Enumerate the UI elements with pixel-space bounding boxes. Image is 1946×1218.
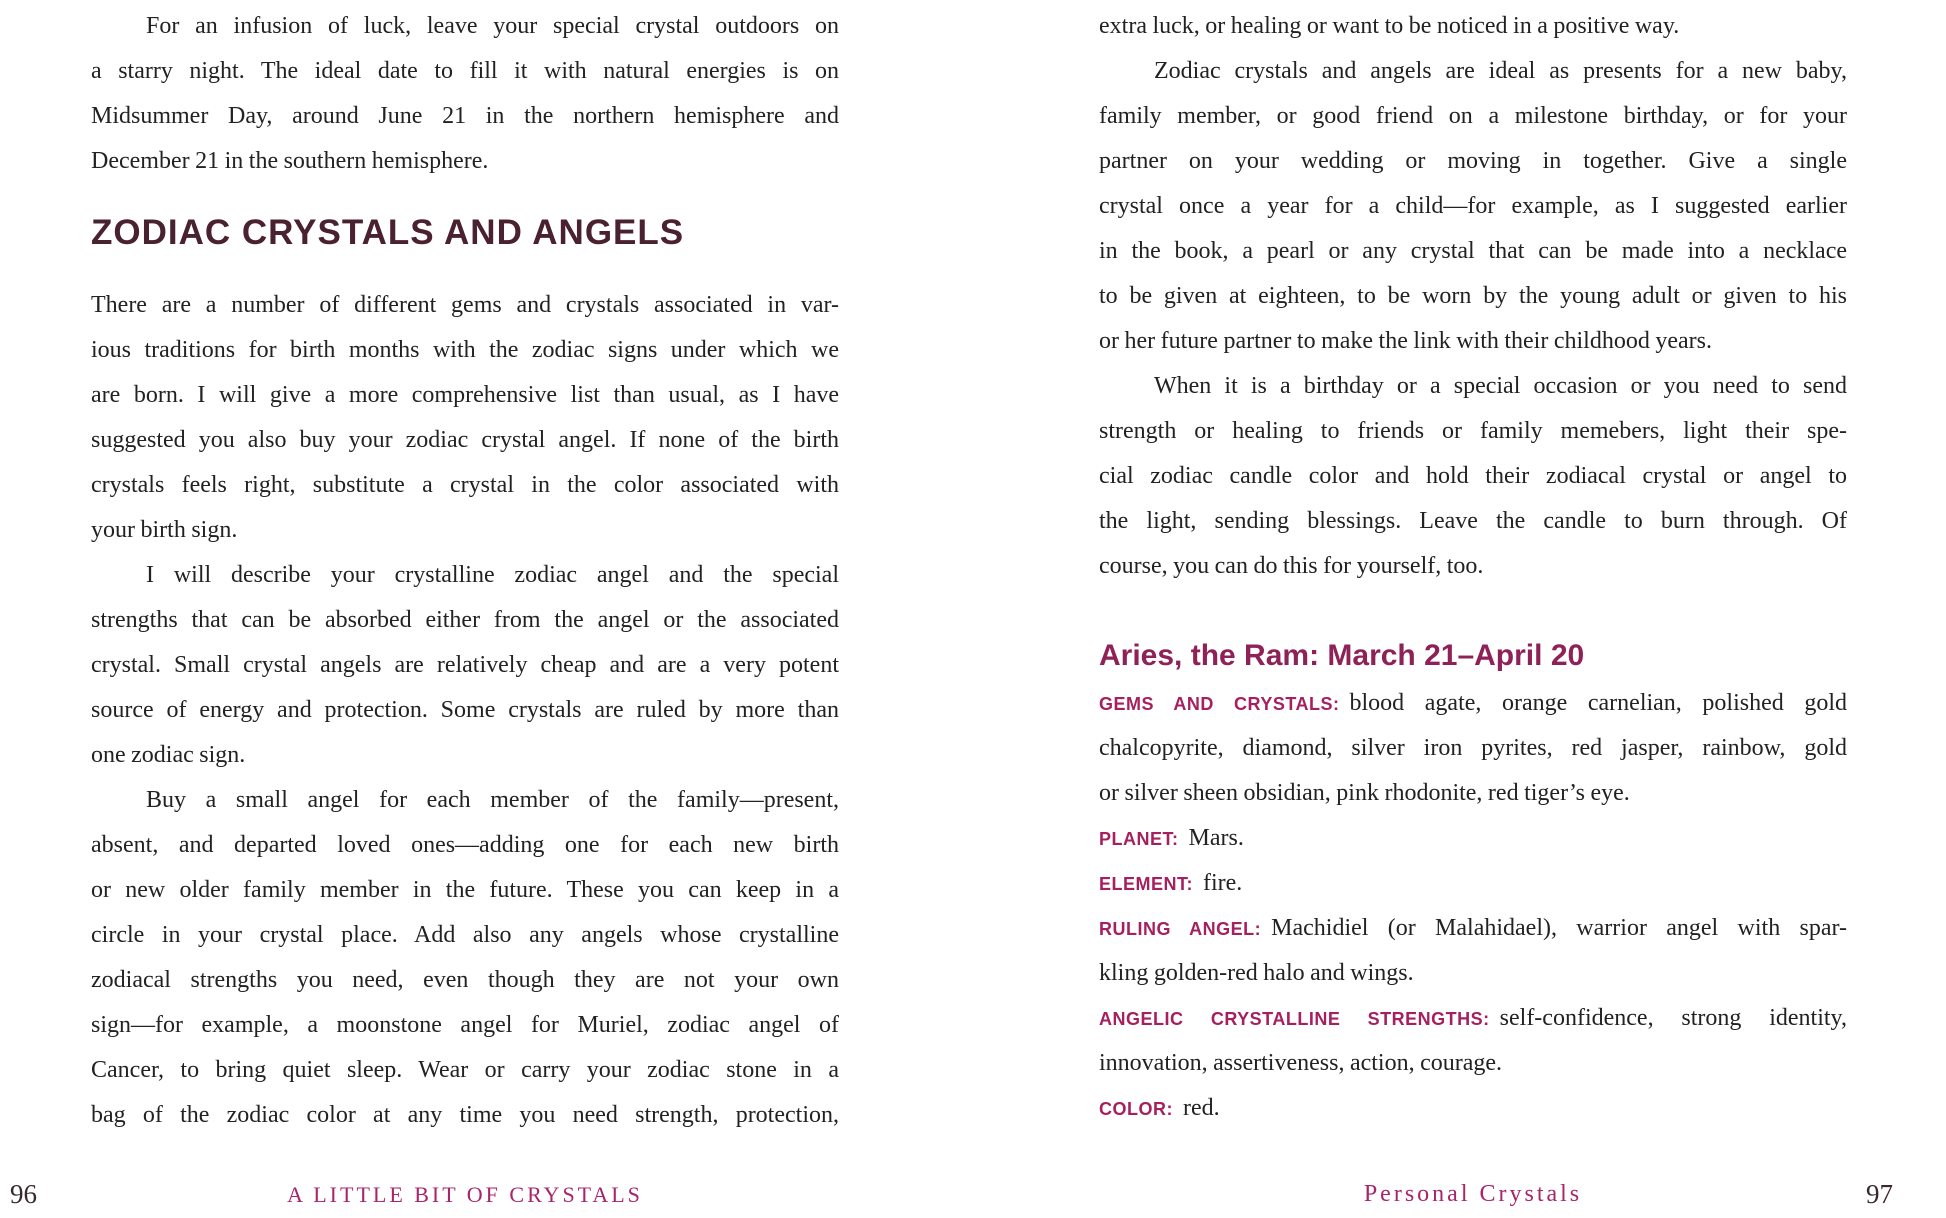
crystal-entry [1099, 906, 1847, 996]
entry-label: ANGELIC CRYSTALLINE STRENGTHS: [1099, 1009, 1490, 1029]
text-line: When it is a birthday or a special occasion or you need to send [1154, 373, 1847, 399]
entry-text: red. [1183, 1095, 1220, 1121]
crystal-entry [1099, 1086, 1847, 1131]
left-page-text-column [91, 4, 839, 1138]
entry-text: blood agate, orange carnelian, polished gold [1349, 690, 1847, 716]
entry-label: GEMS AND CRYSTALS: [1099, 694, 1340, 714]
crystal-entry-line [1099, 1086, 1847, 1131]
text-line: the light, sending blessings. Leave the candle to burn through. Of [1099, 508, 1847, 534]
text-line: family member, or good friend on a milestone birthday, or for your [1099, 103, 1847, 129]
paragraph [1099, 4, 1847, 49]
entry-text: Machidiel (or Malahidael), warrior angel with spar- [1271, 915, 1847, 941]
text-line: Midsummer Day, around June 21 in the northern hemisphere and [91, 103, 839, 129]
text-line: sign—for example, a moonstone angel for Muriel, zodiac angel of [91, 1012, 839, 1038]
text-line: kling golden-red halo and wings. [1099, 960, 1414, 986]
text-line: in the book, a pearl or any crystal that can be made into a necklace [1099, 238, 1847, 264]
text-line: Cancer, to bring quiet sleep. Wear or carry your zodiac stone in a [91, 1057, 839, 1083]
text-line: zodiacal strengths you need, even though they are not your own [91, 967, 839, 993]
text-line: or silver sheen obsidian, pink rhodonite, red tiger’s eye. [1099, 780, 1630, 806]
crystal-entry-line [1099, 816, 1847, 861]
text-line: For an infusion of luck, leave your special crystal outdoors on [146, 13, 839, 39]
text-line: crystals feels right, substitute a crystal in the color associated with [91, 472, 839, 498]
text-line: crystal once a year for a child—for example, as I suggested earlier [1099, 193, 1847, 219]
text-line: strength or healing to friends or family memebers, light their spe- [1099, 418, 1847, 444]
paragraph [1099, 364, 1847, 589]
paragraph [91, 283, 839, 553]
text-line: Zodiac crystals and angels are ideal as presents for a new baby, [1154, 58, 1847, 84]
entry-text: self-confidence, strong identity, [1499, 1005, 1847, 1031]
paragraph [91, 4, 839, 184]
entry-text: Mars. [1188, 825, 1244, 851]
running-head-right: Personal Crystals [1363, 1181, 1583, 1207]
paragraph [1099, 49, 1847, 364]
right-page-text-column [1099, 4, 1847, 1131]
subsection-heading: Aries, the Ram: March 21–April 20 [1099, 639, 1585, 672]
text-line: There are a number of different gems and crystals associated in var- [91, 292, 839, 318]
entry-label: COLOR: [1099, 1099, 1173, 1119]
page-number-right: 97 [1866, 1179, 1893, 1209]
text-line: your birth sign. [91, 517, 238, 543]
text-line: are born. I will give a more comprehensive list than usual, as I have [91, 382, 839, 408]
text-line: innovation, assertiveness, action, courage. [1099, 1050, 1503, 1076]
text-line: I will describe your crystalline zodiac angel and the special [146, 562, 839, 588]
crystal-entry [1099, 816, 1847, 861]
paragraph [91, 778, 839, 1138]
crystal-entry-line [1099, 681, 1847, 726]
page-number-left: 96 [10, 1179, 37, 1209]
text-line: December 21 in the southern hemisphere. [91, 148, 489, 174]
text-line: Buy a small angel for each member of the family—present, [146, 787, 839, 813]
crystal-entry-line [1099, 906, 1847, 951]
paragraph [91, 553, 839, 778]
entry-text: fire. [1203, 870, 1243, 896]
text-line: course, you can do this for yourself, too. [1099, 553, 1484, 579]
entry-label: RULING ANGEL: [1099, 919, 1262, 939]
crystal-entry [1099, 996, 1847, 1086]
running-head-left: A LITTLE BIT OF CRYSTALS [287, 1182, 643, 1207]
text-line: to be given at eighteen, to be worn by the young adult or given to his [1099, 283, 1847, 309]
text-line: circle in your crystal place. Add also any angels whose crystalline [91, 922, 839, 948]
text-line: or new older family member in the future. These you can keep in a [91, 877, 839, 903]
text-line: bag of the zodiac color at any time you need strength, protection, [91, 1102, 839, 1128]
text-line: a starry night. The ideal date to fill it with natural energies is on [91, 58, 839, 84]
text-line: source of energy and protection. Some crystals are ruled by more than [91, 697, 839, 723]
crystal-entry-line [1099, 996, 1847, 1041]
entry-label: PLANET: [1099, 829, 1179, 849]
text-line: partner on your wedding or moving in together. Give a single [1099, 148, 1847, 174]
entry-label: ELEMENT: [1099, 874, 1193, 894]
text-line: absent, and departed loved ones—adding one for each new birth [91, 832, 839, 858]
text-line: cial zodiac candle color and hold their zodiacal crystal or angel to [1099, 463, 1847, 489]
crystal-entry-line [1099, 861, 1847, 906]
text-line: strengths that can be absorbed either from the angel or the associated [91, 607, 839, 633]
text-line: ious traditions for birth months with the zodiac signs under which we [91, 337, 839, 363]
text-line: suggested you also buy your zodiac crystal angel. If none of the birth [91, 427, 839, 453]
text-line: one zodiac sign. [91, 742, 246, 768]
text-line: or her future partner to make the link with their childhood years. [1099, 328, 1712, 354]
text-line: extra luck, or healing or want to be noticed in a positive way. [1099, 13, 1680, 39]
crystal-entry [1099, 861, 1847, 906]
section-heading: ZODIAC CRYSTALS AND ANGELS [91, 213, 685, 252]
text-line: chalcopyrite, diamond, silver iron pyrites, red jasper, rainbow, gold [1099, 735, 1847, 761]
crystal-entry [1099, 681, 1847, 816]
text-line: crystal. Small crystal angels are relatively cheap and are a very potent [91, 652, 839, 678]
